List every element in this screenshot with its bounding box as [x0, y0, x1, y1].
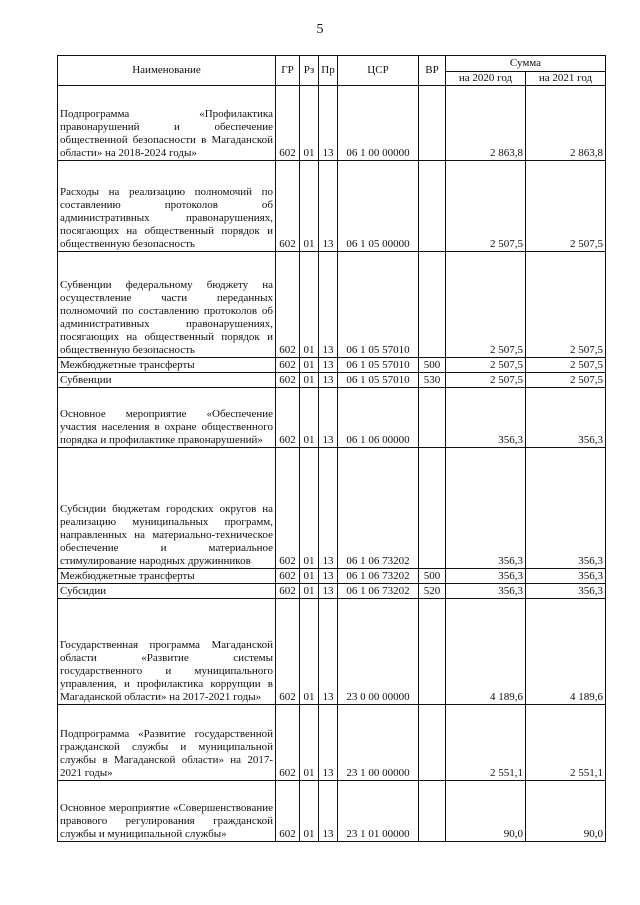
cell-gr: 602	[276, 86, 300, 161]
table-row	[58, 358, 606, 373]
cell-rz: 01	[300, 252, 319, 358]
cell-rz: 01	[300, 781, 319, 842]
budget-table	[57, 55, 606, 842]
cell-gr: 602	[276, 599, 300, 705]
cell-name: Подпрограмма «Профилактика правонарушений и обеспечение общественной безопасности в Магаданской области» на 2018-2024 годы»	[58, 86, 276, 161]
table-row	[58, 599, 606, 705]
cell-csr: 06 1 05 00000	[338, 161, 419, 252]
cell-pr: 13	[319, 705, 338, 781]
cell-y2021: 2 507,5	[526, 358, 606, 373]
table-row	[58, 448, 606, 569]
page-number: 5	[316, 22, 324, 37]
cell-y2020: 2 507,5	[446, 358, 526, 373]
cell-y2020: 356,3	[446, 584, 526, 599]
cell-vr	[419, 599, 446, 705]
cell-y2020: 356,3	[446, 448, 526, 569]
cell-rz: 01	[300, 569, 319, 584]
cell-pr: 13	[319, 161, 338, 252]
cell-pr: 13	[319, 599, 338, 705]
cell-gr: 602	[276, 584, 300, 599]
cell-y2021: 356,3	[526, 448, 606, 569]
cell-csr: 23 1 00 00000	[338, 705, 419, 781]
cell-name: Субсидии бюджетам городских округов на реализацию муниципальных программ, направленных на материально-техническое обеспечение и материальное стимулирование народных дружинников	[58, 448, 276, 569]
cell-y2021: 356,3	[526, 584, 606, 599]
cell-rz: 01	[300, 373, 319, 388]
cell-gr: 602	[276, 358, 300, 373]
cell-vr	[419, 388, 446, 448]
cell-vr	[419, 86, 446, 161]
table-row	[58, 252, 606, 358]
cell-vr	[419, 448, 446, 569]
cell-gr: 602	[276, 448, 300, 569]
cell-y2021: 90,0	[526, 781, 606, 842]
cell-y2021: 2 507,5	[526, 373, 606, 388]
table-body	[58, 86, 606, 842]
cell-csr: 06 1 06 73202	[338, 569, 419, 584]
cell-pr: 13	[319, 448, 338, 569]
table-row	[58, 388, 606, 448]
cell-pr: 13	[319, 86, 338, 161]
cell-vr	[419, 252, 446, 358]
cell-csr: 06 1 06 00000	[338, 388, 419, 448]
header-name: Наименование	[58, 56, 276, 86]
cell-name: Расходы на реализацию полномочий по составлению протоколов об административных правонарушениях, посягающих на общественный порядок и общественную безопасность	[58, 161, 276, 252]
cell-y2020: 2 507,5	[446, 161, 526, 252]
cell-csr: 06 1 06 73202	[338, 584, 419, 599]
cell-pr: 13	[319, 388, 338, 448]
cell-csr: 23 1 01 00000	[338, 781, 419, 842]
cell-csr: 06 1 00 00000	[338, 86, 419, 161]
cell-name: Субсидии	[58, 584, 276, 599]
cell-name: Основное мероприятие «Совершенствование правового регулирования гражданской службы и муниципальной службы»	[58, 781, 276, 842]
cell-rz: 01	[300, 584, 319, 599]
cell-csr: 23 0 00 00000	[338, 599, 419, 705]
table-row	[58, 161, 606, 252]
cell-rz: 01	[300, 448, 319, 569]
header-csr: ЦСР	[338, 56, 419, 86]
cell-y2021: 2 551,1	[526, 705, 606, 781]
cell-csr: 06 1 05 57010	[338, 252, 419, 358]
cell-y2020: 4 189,6	[446, 599, 526, 705]
cell-y2020: 356,3	[446, 388, 526, 448]
cell-gr: 602	[276, 252, 300, 358]
cell-name: Государственная программа Магаданской области «Развитие системы государственного и муниципального управления, и профилактика коррупции в Магаданской области» на 2017-2021 годы»	[58, 599, 276, 705]
cell-vr	[419, 781, 446, 842]
cell-y2020: 356,3	[446, 569, 526, 584]
cell-vr: 520	[419, 584, 446, 599]
cell-pr: 13	[319, 781, 338, 842]
cell-csr: 06 1 06 73202	[338, 448, 419, 569]
table-row	[58, 373, 606, 388]
cell-name: Межбюджетные трансферты	[58, 569, 276, 584]
cell-vr	[419, 705, 446, 781]
table-row	[58, 705, 606, 781]
cell-name: Субвенции	[58, 373, 276, 388]
header-2020: на 2020 год	[446, 72, 526, 86]
cell-name: Подпрограмма «Развитие государственной гражданской службы и муниципальной службы в Магаданской области» на 2017-2021 годы»	[58, 705, 276, 781]
cell-vr: 500	[419, 358, 446, 373]
cell-gr: 602	[276, 388, 300, 448]
cell-y2021: 2 507,5	[526, 161, 606, 252]
cell-y2020: 2 507,5	[446, 373, 526, 388]
table-row	[58, 584, 606, 599]
cell-y2021: 2 863,8	[526, 86, 606, 161]
cell-rz: 01	[300, 599, 319, 705]
cell-gr: 602	[276, 705, 300, 781]
cell-rz: 01	[300, 161, 319, 252]
table-row	[58, 781, 606, 842]
header-2021: на 2021 год	[526, 72, 606, 86]
cell-vr: 530	[419, 373, 446, 388]
header-rz: Рз	[300, 56, 319, 86]
cell-y2020: 2 551,1	[446, 705, 526, 781]
cell-vr: 500	[419, 569, 446, 584]
cell-gr: 602	[276, 781, 300, 842]
cell-vr	[419, 161, 446, 252]
cell-y2020: 2 507,5	[446, 252, 526, 358]
cell-gr: 602	[276, 569, 300, 584]
cell-y2021: 356,3	[526, 388, 606, 448]
cell-csr: 06 1 05 57010	[338, 373, 419, 388]
cell-y2021: 2 507,5	[526, 252, 606, 358]
cell-gr: 602	[276, 161, 300, 252]
cell-pr: 13	[319, 569, 338, 584]
cell-rz: 01	[300, 86, 319, 161]
cell-pr: 13	[319, 252, 338, 358]
cell-rz: 01	[300, 388, 319, 448]
cell-rz: 01	[300, 358, 319, 373]
cell-y2021: 356,3	[526, 569, 606, 584]
cell-pr: 13	[319, 584, 338, 599]
cell-y2020: 90,0	[446, 781, 526, 842]
header-vr: ВР	[419, 56, 446, 86]
header-sum: Сумма	[446, 56, 606, 72]
header-gr: ГР	[276, 56, 300, 86]
cell-name: Субвенции федеральному бюджету на осуществление части переданных полномочий по составлению протоколов об административных правонарушениях, посягающих на общественный порядок и общественную безопасность	[58, 252, 276, 358]
cell-y2021: 4 189,6	[526, 599, 606, 705]
cell-pr: 13	[319, 358, 338, 373]
cell-csr: 06 1 05 57010	[338, 358, 419, 373]
cell-rz: 01	[300, 705, 319, 781]
cell-name: Основное мероприятие «Обеспечение участия населения в охране общественного порядка и профилактике правонарушений»	[58, 388, 276, 448]
cell-name: Межбюджетные трансферты	[58, 358, 276, 373]
table-row	[58, 569, 606, 584]
table-row	[58, 86, 606, 161]
header-pr: Пр	[319, 56, 338, 86]
cell-y2020: 2 863,8	[446, 86, 526, 161]
cell-gr: 602	[276, 373, 300, 388]
cell-pr: 13	[319, 373, 338, 388]
